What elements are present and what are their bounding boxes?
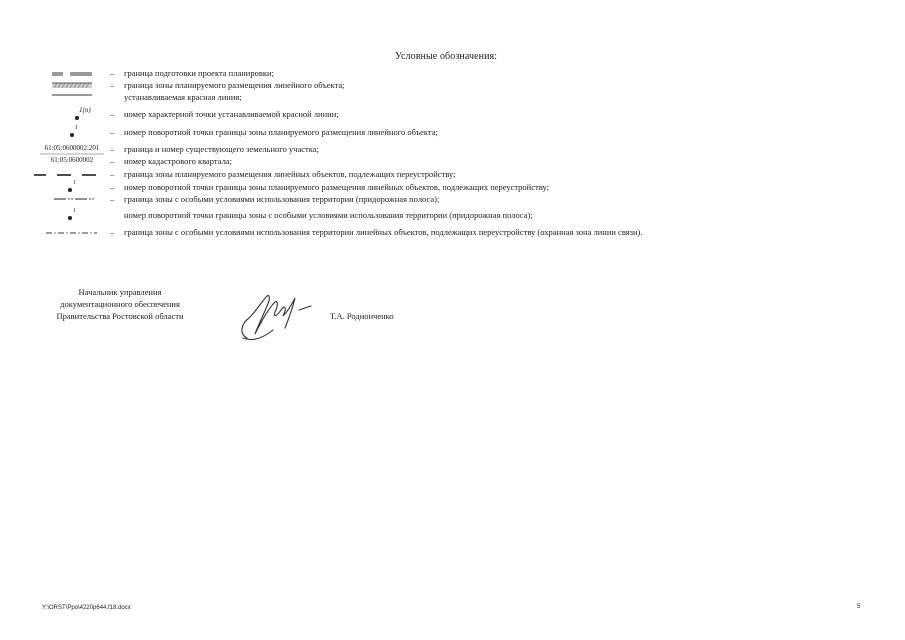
legend-dash: – bbox=[110, 80, 115, 90]
symbol-land-plot-line bbox=[40, 145, 105, 156]
position-line: Начальник управления bbox=[78, 287, 162, 297]
legend-dash: – bbox=[110, 194, 115, 204]
legend-row-zone-point bbox=[0, 125, 905, 139]
legend-row-cadastral-quarter bbox=[0, 157, 905, 168]
legend-text: номер поворотной точки границы зоны с особыми условиями использования территории (придорожная полоса); bbox=[124, 210, 533, 220]
legend-row-rebuild-zone-point bbox=[0, 180, 905, 194]
legend-dash: – bbox=[110, 169, 115, 179]
point-label: 1(n) bbox=[79, 106, 91, 114]
legend-text: граница зоны планируемого размещения линейных объектов, подлежащих переустройству; bbox=[124, 169, 456, 179]
point-label: 1 bbox=[75, 125, 78, 131]
legend-text: граница зоны с особыми условиями использования территории (придорожная полоса); bbox=[124, 194, 440, 204]
position-line: Правительства Ростовской области bbox=[56, 311, 184, 321]
legend-text: номер характерной точки устанавливаемой красной линии; bbox=[124, 109, 339, 119]
legend-dash: – bbox=[110, 182, 115, 192]
signatory-name: Т.А. Родионченко bbox=[330, 311, 394, 321]
legend-dash: – bbox=[110, 144, 115, 154]
legend-dash: – bbox=[110, 127, 115, 137]
point-marker bbox=[70, 133, 74, 137]
point-label: 1 bbox=[73, 180, 76, 186]
point-label: 1 bbox=[73, 208, 76, 214]
symbol-black-dashed-line bbox=[32, 170, 100, 181]
legend-text: граница зоны планируемого размещения линейного объекта; bbox=[124, 80, 345, 90]
point-marker bbox=[75, 116, 79, 120]
legend-row-land-plot bbox=[0, 145, 905, 156]
legend-row-roadside-zone-point bbox=[0, 208, 905, 222]
legend-row-communication-zone bbox=[0, 228, 905, 239]
symbol-red-line bbox=[50, 93, 95, 104]
legend-text: номер кадастрового квартала; bbox=[124, 156, 232, 166]
footer-file-path: Y:\ORST\Ppo\4220p644.f18.docx bbox=[42, 605, 131, 611]
signatory-position bbox=[40, 286, 200, 322]
land-plot-code: 61:05:0600002:201 bbox=[44, 144, 100, 152]
position-line: документационного обеспечения bbox=[60, 299, 180, 309]
legend-text: граница зоны с особыми условиями использования территории линейных объектов, подлежащих переустройству (охранная зона линии связи). bbox=[124, 227, 643, 237]
legend-dash: – bbox=[110, 227, 115, 237]
legend-row-linear-zone bbox=[0, 81, 905, 92]
legend-text: граница подготовки проекта планировки; bbox=[124, 68, 274, 78]
legend-dash: – bbox=[110, 68, 115, 78]
legend-dash: – bbox=[110, 156, 115, 166]
symbol-gray-dashed-line bbox=[50, 69, 95, 80]
legend-row-red-line bbox=[0, 93, 905, 104]
legend-text: номер поворотной точки границы зоны планируемого размещения линейных объектов, подлежащих переустройству; bbox=[124, 182, 549, 192]
legend-row-planning-boundary bbox=[0, 69, 905, 80]
legend-text: номер поворотной точки границы зоны планируемого размещения линейного объекта; bbox=[124, 127, 438, 137]
legend-title: Условные обозначения: bbox=[395, 51, 498, 62]
handwritten-signature bbox=[233, 288, 323, 348]
symbol-dash-dot-fine-line bbox=[44, 228, 99, 239]
point-marker bbox=[68, 216, 72, 220]
cadastral-quarter-code: 61:05:0600002 bbox=[50, 156, 94, 164]
legend-row-roadside-zone bbox=[0, 195, 905, 206]
point-marker bbox=[68, 188, 72, 192]
symbol-hatched-line bbox=[50, 81, 95, 92]
legend-text: устанавливаемая красная линия; bbox=[124, 92, 242, 102]
page-number: 5 bbox=[857, 604, 861, 610]
symbol-dash-dot-line bbox=[52, 195, 97, 206]
legend-text: граница и номер существующего земельного участка; bbox=[124, 144, 319, 154]
legend-row-red-line-point bbox=[0, 106, 905, 121]
legend-dash: – bbox=[110, 109, 115, 119]
legend-row-rebuild-zone bbox=[0, 170, 905, 181]
